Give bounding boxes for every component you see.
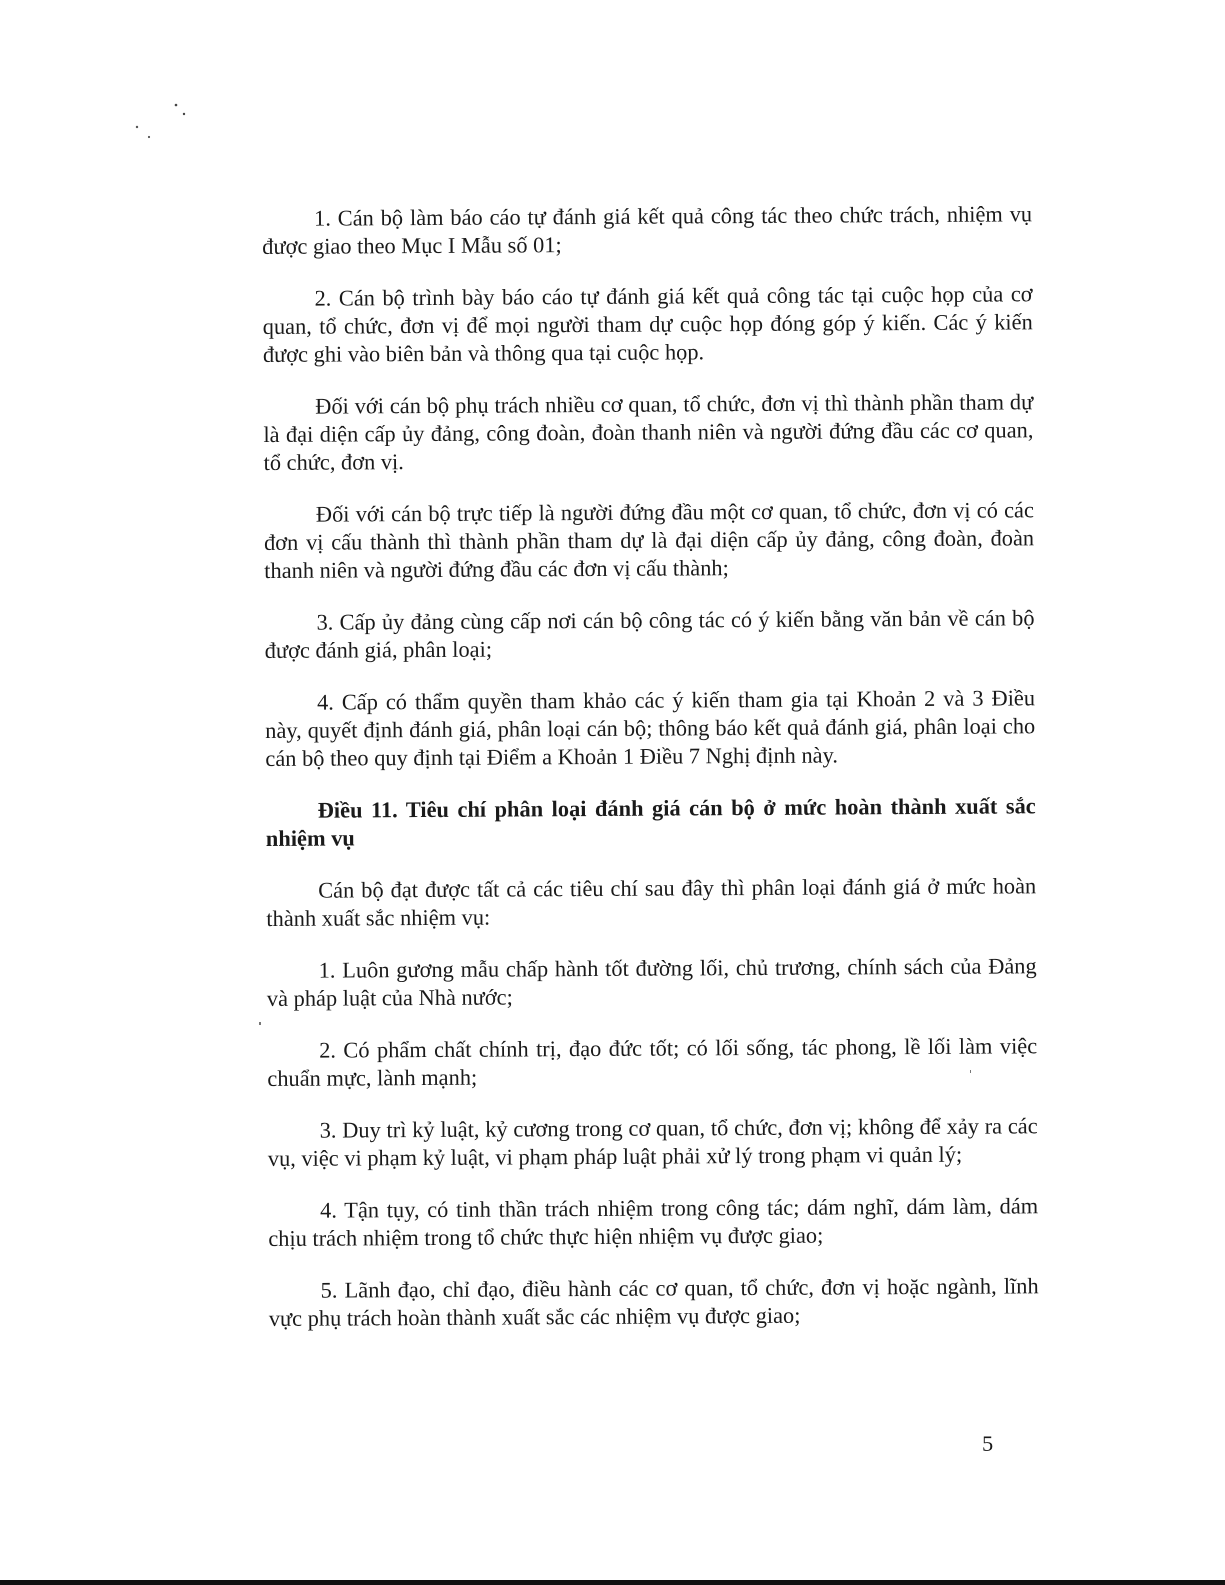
- criterion-item: 5. Lãnh đạo, chỉ đạo, điều hành các cơ quan, tổ chức, đơn vị hoặc ngành, lĩnh vực phụ trách hoàn thành xuất sắc các nhiệm vụ được giao;: [268, 1273, 1039, 1331]
- paragraph: 2. Cán bộ trình bày báo cáo tự đánh giá kết quả công tác tại cuộc họp của cơ quan, tổ chức, đơn vị để mọi người tham dự cuộc họp đóng góp ý kiến. Các ý kiến được ghi vào biên bản và thông qua tại cuộc họp.: [262, 281, 1033, 367]
- document-body: [262, 200, 1039, 1357]
- criterion-item: 4. Tận tụy, có tinh thần trách nhiệm trong công tác; dám nghĩ, dám làm, dám chịu trách nhiệm trong tổ chức thực hiện nhiệm vụ được giao;: [268, 1193, 1039, 1251]
- page-number: 5: [982, 1431, 994, 1456]
- paragraph: Đối với cán bộ trực tiếp là người đứng đầu một cơ quan, tổ chức, đơn vị có các đơn vị cấu thành thì thành phần tham dự là đại diện cấp ủy đảng, công đoàn, đoàn thanh niên và người đứng đầu các đơn vị cấu thành;: [263, 497, 1035, 583]
- scan-specks: [120, 95, 200, 155]
- criterion-item: 2. Có phẩm chất chính trị, đạo đức tốt; có lối sống, tác phong, lề lối làm việc chuẩn mực, lành mạnh;: [267, 1033, 1038, 1091]
- paragraph: 4. Cấp có thẩm quyền tham khảo các ý kiến tham gia tại Khoản 2 và 3 Điều này, quyết định đánh giá, phân loại cán bộ; thông báo kết quả đánh giá, phân loại cho cán bộ theo quy định tại Điểm a Khoản 1 Điều 7 Nghị định này.: [265, 685, 1036, 771]
- paragraph: Đối với cán bộ phụ trách nhiều cơ quan, tổ chức, đơn vị thì thành phần tham dự là đại diện cấp ủy đảng, công đoàn, đoàn thanh niên và người đứng đầu các cơ quan, tổ chức, đơn vị.: [263, 389, 1034, 475]
- paragraph: 1. Cán bộ làm báo cáo tự đánh giá kết quả công tác theo chức trách, nhiệm vụ được giao theo Mục I Mẫu số 01;: [262, 201, 1033, 259]
- paragraph: 3. Cấp ủy đảng cùng cấp nơi cán bộ công tác có ý kiến bằng văn bản về cán bộ được đánh giá, phân loại;: [264, 605, 1035, 663]
- scan-bottom-edge: [0, 1580, 1225, 1585]
- criterion-item: 1. Luôn gương mẫu chấp hành tốt đường lối, chủ trương, chính sách của Đảng và pháp luật của Nhà nước;: [266, 953, 1037, 1011]
- criterion-item: 3. Duy trì kỷ luật, kỷ cương trong cơ quan, tổ chức, đơn vị; không để xảy ra các vụ, việc vi phạm kỷ luật, vi phạm pháp luật phải xử lý trong phạm vi quản lý;: [267, 1113, 1038, 1171]
- scan-mark: [259, 1022, 261, 1025]
- intro-paragraph: Cán bộ đạt được tất cả các tiêu chí sau đây thì phân loại đánh giá ở mức hoàn thành xuất sắc nhiệm vụ:: [266, 873, 1037, 931]
- article-heading: Điều 11. Tiêu chí phân loại đánh giá cán bộ ở mức hoàn thành xuất sắc nhiệm vụ: [265, 793, 1036, 851]
